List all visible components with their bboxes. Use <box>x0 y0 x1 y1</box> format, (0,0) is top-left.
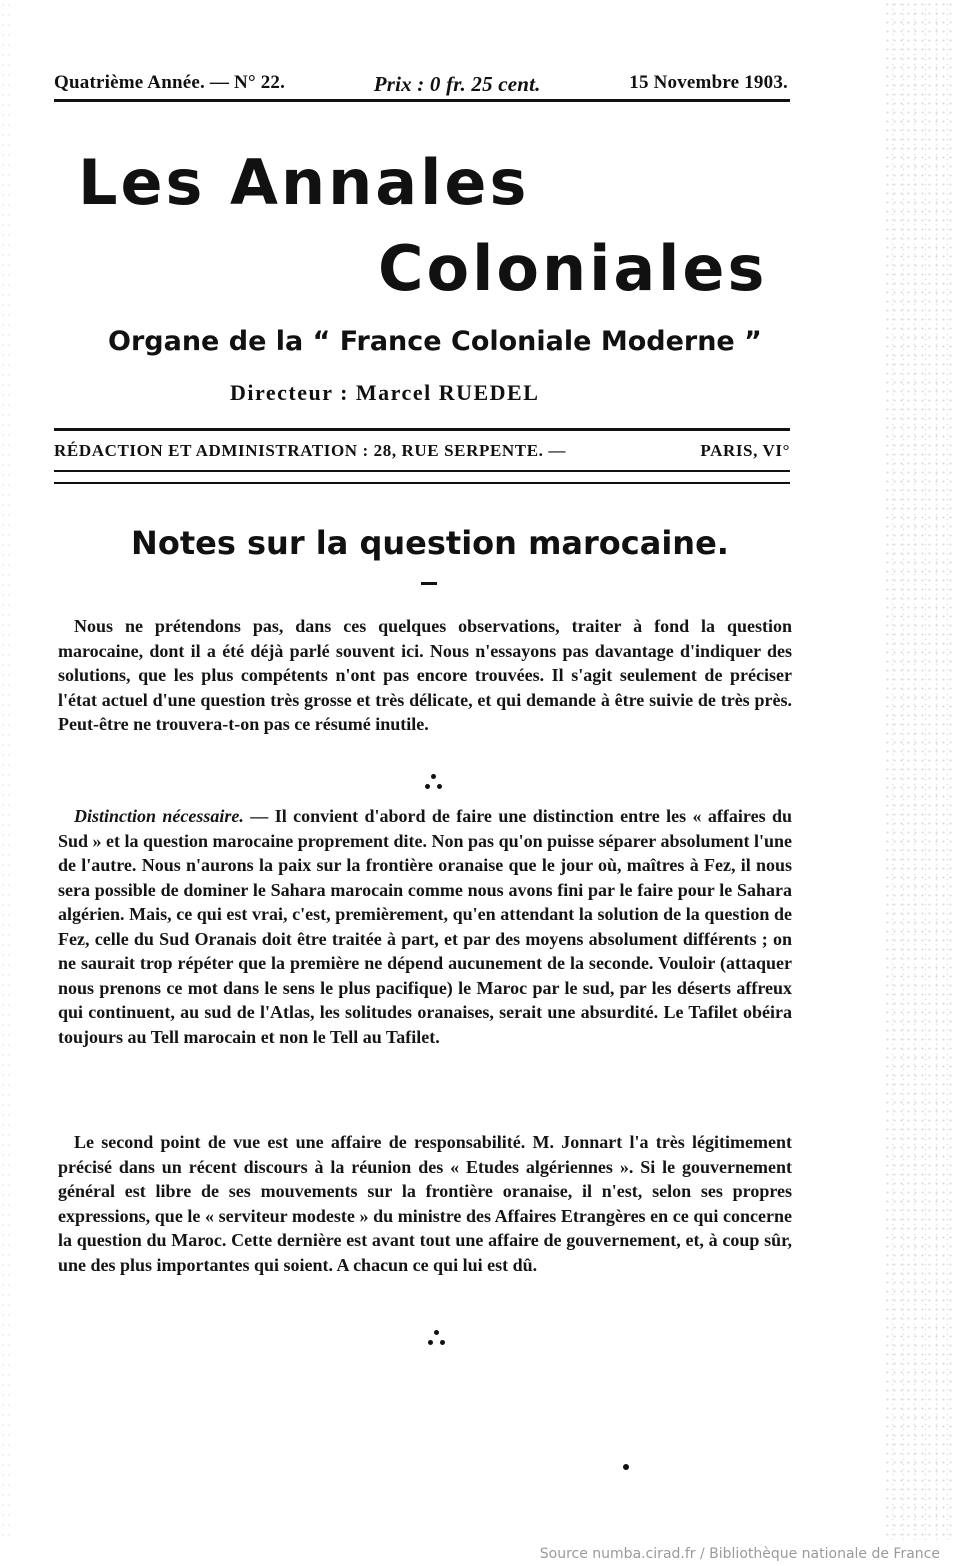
stray-dot <box>623 1464 629 1470</box>
paragraph-1-text: Nous ne prétendons pas, dans ces quelques observations, traiter à fond la question marocaine, dont il a été déjà parlé souvent ici. Nous n'essayons pas davantage d'indiquer des solutions, que les plus compétents n'ont pas encore trouvées. Il s'agit seulement de préciser l'état actuel d'une question très grosse et très délicate, et qui demande à être suivie de très près. Peut-être ne trouvera-t-on pas ce résumé inutile. <box>58 616 792 734</box>
address-city: PARIS, VI° <box>700 441 790 460</box>
issue-number: — N° 22. <box>209 72 286 93</box>
address-label: RÉDACTION ET ADMINISTRATION : 28, RUE SERPENTE. — <box>54 441 566 460</box>
paragraph-1 <box>58 614 792 737</box>
address-rule-top <box>54 428 790 431</box>
section-heading: Distinction nécessaire. <box>74 806 244 826</box>
paragraph-2 <box>58 804 792 1049</box>
address-line <box>54 441 790 461</box>
masthead-info-line <box>54 72 788 97</box>
source-credit: Source numba.cirad.fr / Bibliothèque nationale de France <box>539 1546 940 1562</box>
masthead-price: Prix : 0 fr. 25 cent. <box>373 72 541 96</box>
article-title: Notes sur la question marocaine. <box>131 524 729 562</box>
paragraph-2-text: — Il convient d'abord de faire une distinction entre les « affaires du Sud » et la question marocaine proprement dite. Non pas qu'on puisse séparer absolument l'une de l'autre. Nous n'aurons la paix sur la frontière oranaise que le jour où, maîtres à Fez, il nous sera possible de dominer le Sahara marocain comme nous avons fini par le faire pour le Sahara algérien. Mais, ce qui est vrai, c'est, premièrement, qu'en attendant la solution de la question de Fez, celle du Sud Oranais doit être traitée à part, et par des moyens absolument différents ; on ne saurait trop répéter que la première ne dépend aucunement de la seconde. Vouloir (attaquer nous prenons ce mot dans le sens le plus pacifique) le Maroc par le sud, par les déserts affreux qui continuent, au sud de l'Atlas, les solitudes oranaises, serait une absurdité. Le Tafilet obéira toujours au Tell marocain et non le Tell au Tafilet. <box>58 806 792 1047</box>
masthead-rule <box>54 99 790 102</box>
title-line-2: Coloniales <box>378 232 768 305</box>
year-text: Quatrième Année. <box>54 72 205 93</box>
paragraph-3 <box>58 1130 792 1277</box>
title-line-1: Les Annales <box>78 146 530 219</box>
masthead-date: 15 Novembre 1903. <box>629 72 788 93</box>
title-dash <box>421 582 437 585</box>
paragraph-3-text: Le second point de vue est une affaire de responsabilité. M. Jonnart l'a très légitimement précisé dans un récent discours à la réunion des « Etudes algériennes ». Si le gouvernement général est libre de ses mouvements sur la frontière oranaise, il n'est, selon ses propres expressions, que le « serviteur modeste » du ministre des Affaires Etrangères en ce qui concerne la question du Maroc. Cette dernière est avant tout une affaire de gouvernement, et, à coup sûr, une des plus importantes qui soient. A chacun ce qui lui est dû. <box>58 1132 792 1275</box>
masthead-year <box>54 72 285 97</box>
asterism-2 <box>427 1330 447 1350</box>
scan-edge-right <box>884 0 954 1540</box>
subtitle: Organe de la “ France Coloniale Moderne ” <box>108 326 762 357</box>
asterism-1 <box>424 774 444 794</box>
director-line: Directeur : Marcel RUEDEL <box>230 380 540 405</box>
scan-edge-left <box>0 0 14 1540</box>
address-rule-bottom-1 <box>54 470 790 472</box>
address-rule-bottom-2 <box>54 482 790 484</box>
